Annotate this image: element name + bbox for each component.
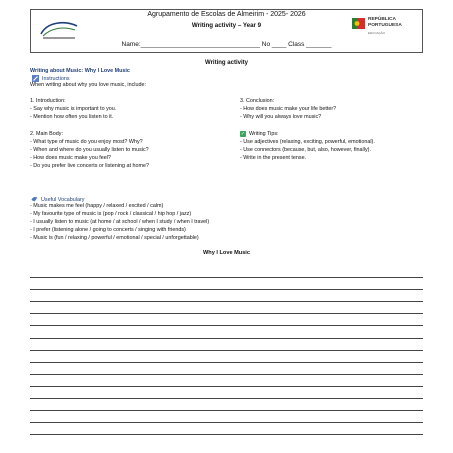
writing-line[interactable]	[30, 266, 423, 278]
spacer	[30, 122, 230, 130]
writing-line[interactable]	[30, 363, 423, 375]
left-column	[30, 97, 230, 171]
list-item: 3. Conclusion:	[240, 98, 275, 104]
writing-line[interactable]	[30, 399, 423, 411]
writing-line[interactable]	[30, 339, 423, 351]
writing-line[interactable]	[30, 387, 423, 399]
bird-icon	[31, 196, 38, 203]
government-logo	[352, 16, 414, 40]
gov-logo-subtext: EDUCAÇÃO	[368, 31, 386, 35]
list-item: - My favourite type of music is (pop / rock / classical / hip hop / jazz)	[30, 210, 192, 217]
instructions-label: Instructions	[42, 75, 70, 82]
writing-line[interactable]	[30, 411, 423, 423]
writing-lines[interactable]	[30, 266, 423, 435]
list-item: - I prefer (listening alone / going to concerts / singing with friends)	[30, 226, 186, 233]
vocab-heading	[31, 196, 84, 203]
flag-icon	[352, 18, 365, 29]
doc-heading: Writing activity	[205, 60, 248, 66]
check-icon: ✓	[240, 130, 246, 137]
writing-title: Why I Love Music	[203, 250, 250, 256]
vocab-list	[30, 203, 209, 243]
writing-line[interactable]	[30, 278, 423, 290]
list-item: 1. Introduction:	[30, 98, 66, 104]
writing-line[interactable]	[30, 351, 423, 363]
list-item: - Do you prefer live concerts or listening at home?	[30, 163, 149, 170]
list-item: - Music is (fun / relaxing / powerful / emotional / special / unforgettable)	[30, 234, 199, 241]
spacer	[240, 122, 430, 130]
list-item: - I usually listen to music (at home / at school / when I study / when I travel)	[30, 218, 210, 225]
list-item: - What type of music do you enjoy most? Why?	[30, 138, 143, 145]
list-item: 2. Main Body:	[30, 130, 63, 137]
list-item: - Use adjectives (relaxing, exciting, powerful, emotional).	[240, 138, 375, 145]
list-item: - Say why music is important to you.	[30, 106, 117, 113]
list-item: - How does music make you feel?	[30, 155, 111, 162]
tips-heading	[240, 130, 430, 138]
name-row: Name:_________________________________ No ____ Class _______	[121, 41, 332, 48]
right-column	[240, 97, 430, 162]
list-item: - Write in the present tense.	[240, 155, 307, 162]
list-item: - When and where do you usually listen to music?	[30, 147, 149, 154]
writing-line[interactable]	[30, 290, 423, 302]
gov-logo-text: REPÚBLICA PORTUGUESA	[368, 17, 402, 28]
writing-line[interactable]	[30, 375, 423, 387]
list-item: - Mention how often you listen to it.	[30, 114, 114, 121]
activity-title: Writing activity – Year 9	[191, 22, 262, 29]
header-box	[30, 9, 423, 53]
school-title: Agrupamento de Escolas de Almeirim - 2025- 2026	[147, 11, 306, 18]
writing-line[interactable]	[30, 302, 423, 314]
list-item: - Use connectors (because, but, also, however, finally).	[240, 147, 371, 154]
list-item: - How does music make your life better?	[240, 106, 337, 113]
writing-line[interactable]	[30, 326, 423, 338]
list-item: - Why will you always love music?	[240, 114, 322, 121]
vocab-label: Useful Vocabulary	[41, 196, 85, 203]
list-item: - Music makes me feel (happy / relaxed / excited / calm)	[30, 203, 164, 209]
tips-label: Writing Tips:	[249, 130, 279, 137]
writing-line[interactable]	[30, 423, 423, 435]
section-title: Writing about Music: Why I Love Music	[30, 68, 130, 74]
writing-line[interactable]	[30, 314, 423, 326]
school-logo-icon	[37, 16, 81, 44]
instructions-heading	[32, 75, 70, 82]
pencil-icon	[32, 75, 39, 82]
intro-line: When writing about why you love music, include:	[30, 82, 146, 88]
